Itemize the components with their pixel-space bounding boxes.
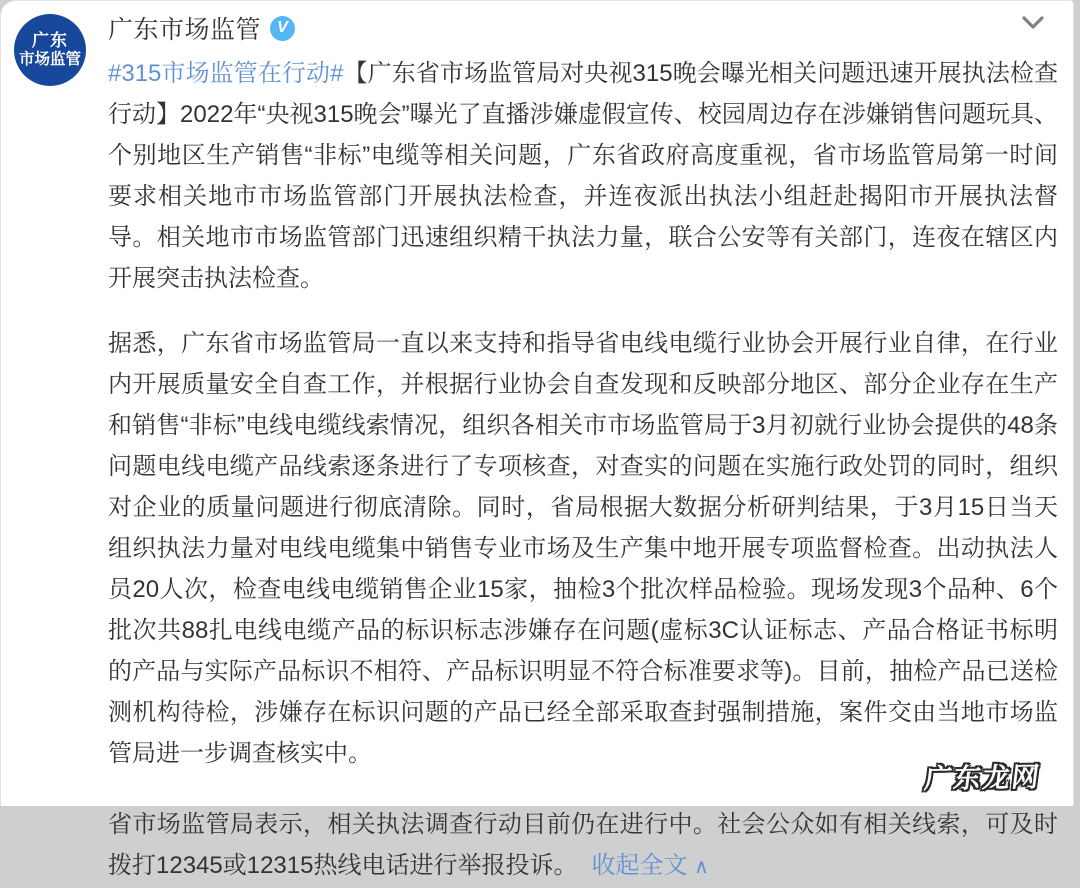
chevron-up-icon: ∧ bbox=[694, 856, 709, 878]
chevron-down-icon[interactable] bbox=[1021, 13, 1045, 33]
paragraph-3-text: 省市场监管局表示，相关执法调查行动目前仍在进行中。社会公众如有相关线索，可及时拨打12345或12315热线电话进行举报投诉。 bbox=[108, 811, 1058, 879]
username[interactable]: 广东市场监管 bbox=[108, 16, 262, 44]
watermark: 广东龙网 bbox=[922, 761, 1043, 795]
paragraph-1-text: 【广东省市场监管局对央视315晚会曝光相关问题迅速开展执法检查行动】2022年“央视315晚会”曝光了直播涉嫌虚假宣传、校园周边存在涉嫌销售问题玩具、个别地区生产销售“非标”电缆等相关问题，广东省政府高度重视，省市场监管局第一时间要求相关地市市场监管部门开展执法检查，并连夜派出执法小组赶赴揭阳市开展执法督导。相关地市市场监管部门迅速组织精干执法力量，联合公安等有关部门，连夜在辖区内开展突击执法检查。 bbox=[108, 60, 1058, 292]
paragraph-2-text: 据悉，广东省市场监管局一直以来支持和指导省电线电缆行业协会开展行业自律，在行业内开展质量安全自查工作，并根据行业协会自查发现和反映部分地区、部分企业存在生产和销售“非标”电线电缆线索情况，组织各相关市市场监管局于3月初就行业协会提供的48条问题电线电缆产品线索逐条进行了专项核查，对查实的问题在实施行政处罚的同时，组织对企业的质量问题进行彻底清除。同时，省局根据大数据分析研判结果，于3月15日当天组织执法力量对电线电缆集中销售专业市场及生产集中地开展专项监督检查。出动执法人员20人次，检查电线电缆销售企业15家，抽检3个批次样品检验。现场发现3个品种、6个批次共88扎电线电缆产品的标识标志涉嫌存在问题(虚标3C认证标志、产品合格证书标明的产品与实际产品标识不相符、产品标识明显不符合标准要求等)。目前，抽检产品已送检测机构待检，涉嫌存在标识问题的产品已经全部采取查封强制措施，案件交由当地市场监管局进一步调查核实中。 bbox=[108, 330, 1058, 767]
hashtag-link[interactable]: #315市场监管在行动# bbox=[108, 60, 344, 87]
post-content bbox=[108, 53, 1058, 888]
paragraph-3 bbox=[108, 804, 1058, 888]
paragraph-1 bbox=[108, 53, 1058, 299]
avatar-text-line1: 广东 bbox=[32, 31, 68, 50]
collapse-full-text-link[interactable] bbox=[591, 852, 708, 879]
verified-badge-icon: V bbox=[270, 16, 295, 41]
post-header bbox=[108, 10, 295, 46]
paragraph-2 bbox=[108, 323, 1058, 774]
avatar[interactable] bbox=[14, 14, 86, 86]
collapse-link-label: 收起全文 bbox=[591, 852, 688, 879]
avatar-text-line2: 市场监管 bbox=[18, 51, 81, 68]
